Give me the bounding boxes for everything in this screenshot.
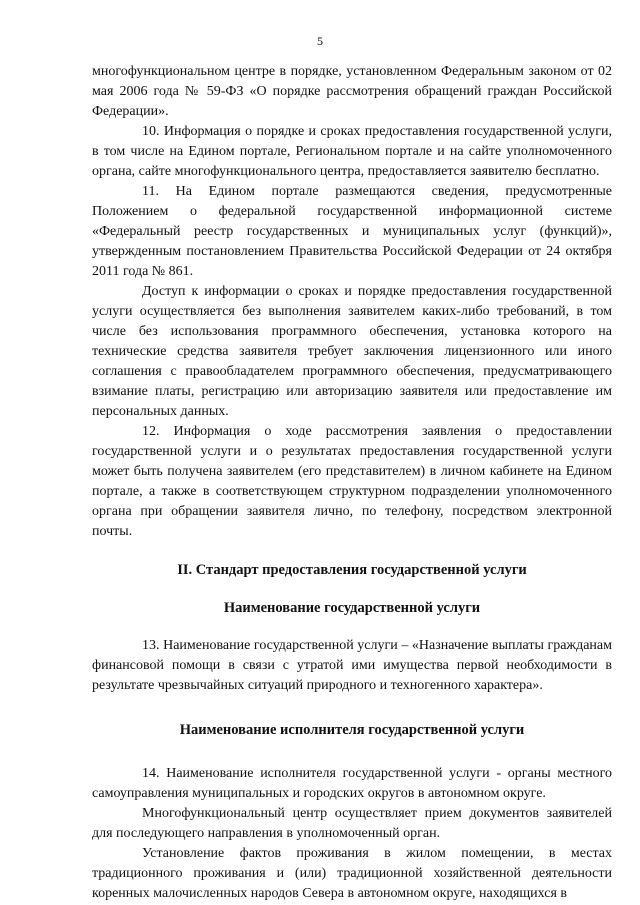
subheading-service-name: Наименование государственной услуги — [223, 600, 481, 616]
paragraph-10: 10. Информация о порядке и сроках предоставления государственной услуги, в том числе на Едином портале, Региональном портале и на сайте уполномоченного органа, сайте многофункционального центра, предоставляется заявителю бесплатно. — [92, 124, 612, 179]
section-heading-standard: II. Стандарт предоставления государственной услуги — [177, 562, 527, 578]
page-number: 5 — [317, 34, 323, 48]
paragraph-14: 14. Наименование исполнителя государственной услуги - органы местного самоуправления муниципальных и городских округов в автономном округе. — [92, 766, 612, 801]
subheading-executor-name: Наименование исполнителя государственной услуги — [179, 722, 525, 738]
paragraph-mfc: Многофункциональный центр осуществляет прием документов заявителей для последующего направления в уполномоченный орган. — [92, 806, 612, 841]
paragraph-11: 11. На Едином портале размещаются сведения, предусмотренные Положением о федеральной государственной информационной системе «Федеральный реестр государственных и муниципальных услуг (функций)», утвержденным постановлением Правительства Российской Федерации от 24 октября 2011 года № 861. — [92, 184, 612, 279]
paragraph-continuation: многофункциональном центре в порядке, установленном Федеральным законом от 02 мая 2006 года № 59-ФЗ «О порядке рассмотрения обращений граждан Российской Федерации». — [92, 64, 612, 119]
document-body — [92, 62, 612, 904]
paragraph-12: 12. Информация о ходе рассмотрения заявления о предоставлении государственной услуги и о результатах предоставления государственной услуги может быть получена заявителем (его представителем) в личном кабинете на Едином портале, а также в соответствующем структурном подразделении уполномоченного органа при обращении заявителя лично, по телефону, посредством электронной почты. — [92, 424, 612, 539]
paragraph-residence: Установление фактов проживания в жилом помещении, в местах традиционного проживания и (или) традиционной хозяйственной деятельности коренных малочисленных народов Севера в автономном округе, находящихся в — [92, 846, 612, 901]
paragraph-13: 13. Наименование государственной услуги – «Назначение выплаты гражданам финансовой помощи в связи с утратой ими имущества первой необходимости в результате чрезвычайных ситуаций природного и техногенного характера». — [92, 638, 612, 693]
paragraph-access: Доступ к информации о сроках и порядке предоставления государственной услуги осуществляется без выполнения заявителем каких-либо требований, в том числе без использования программного обеспечения, установка которого на технические средства заявителя требует заключения лицензионного или иного соглашения с правообладателем программного обеспечения, предусматривающего взимание платы, регистрацию или авторизацию заявителя или предоставление им персональных данных. — [92, 284, 612, 419]
